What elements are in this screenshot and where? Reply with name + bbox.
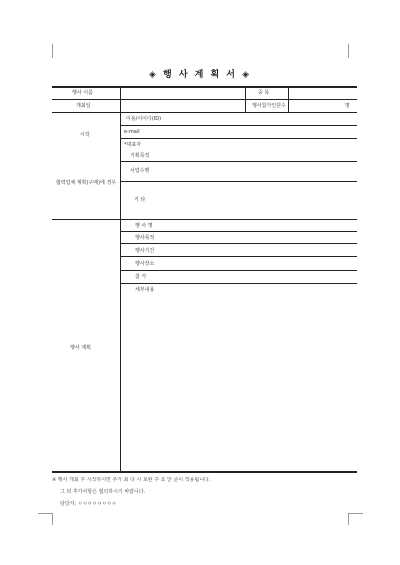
venue-row-line [120, 125, 357, 126]
label-column-divider [120, 86, 121, 471]
plan-row-label: 세부내용 [135, 287, 155, 293]
venue-line: 기획목적 [130, 153, 150, 159]
crop-mark-bottom-left-v [52, 513, 53, 525]
crop-mark-top-left [52, 44, 53, 58]
venue-line: e-mail [124, 129, 140, 135]
venue-row-line [120, 138, 357, 139]
partner-label: 협력업체 계획(구매)에 경우 [55, 180, 117, 186]
participants-label: 행사참가인원수 [252, 103, 286, 109]
event-name-label: 행사 이름 [72, 90, 93, 96]
venue-row-line [120, 161, 357, 162]
venue-row-line [120, 181, 357, 182]
category-label: 종 목 [258, 90, 270, 96]
table-bottom-border [52, 471, 357, 473]
venue-line: *대표자 [124, 142, 141, 148]
plan-row-line [120, 270, 357, 271]
note-line-1: ※ 행사 개최 후 시작하시면 추가 최 다 시 보완 주 요 안 준이 적용됩니다. [52, 477, 211, 483]
note-line-3: 담당자: ㅇㅇㅇㅇㅇㅇㅇㅇ [60, 501, 117, 507]
plan-row-line [120, 231, 357, 232]
date-label: 개최일 [76, 103, 91, 109]
venue-label: 시작 [80, 132, 90, 138]
other-label: 기 타 [134, 197, 146, 203]
plan-row-line [120, 256, 357, 257]
table-top-border [52, 86, 357, 88]
header-divider [245, 86, 246, 112]
plan-row-label: 행사기간 [135, 248, 155, 254]
plan-row-line [120, 243, 357, 244]
header-divider [288, 86, 289, 112]
section-line [52, 219, 357, 220]
document-title: ◈ 행 사 계 획 서 ◈ [148, 70, 252, 80]
venue-line: 이용/이이디(ID) [126, 116, 162, 122]
plan-label: 행사 계획 [70, 345, 91, 351]
note-line-2: 그 외 추가사항은 협의하시기 바랍니다. [60, 489, 146, 495]
plan-row-label: 행사장소 [135, 261, 155, 267]
venue-line: 사업수행 [130, 168, 150, 174]
row-line [52, 99, 357, 100]
crop-mark-bottom-right [348, 513, 363, 514]
participants-unit: 명 [345, 103, 350, 109]
plan-row-label: 행 사 명 [135, 223, 153, 229]
crop-mark-bottom-right-v [348, 513, 349, 525]
plan-row-label: 행사목적 [135, 235, 155, 241]
crop-mark-top-right [348, 44, 349, 58]
crop-mark-bottom-left [38, 513, 53, 514]
plan-row-line [120, 283, 357, 284]
plan-row-label: 참 가 [135, 274, 147, 280]
row-line [52, 112, 357, 113]
